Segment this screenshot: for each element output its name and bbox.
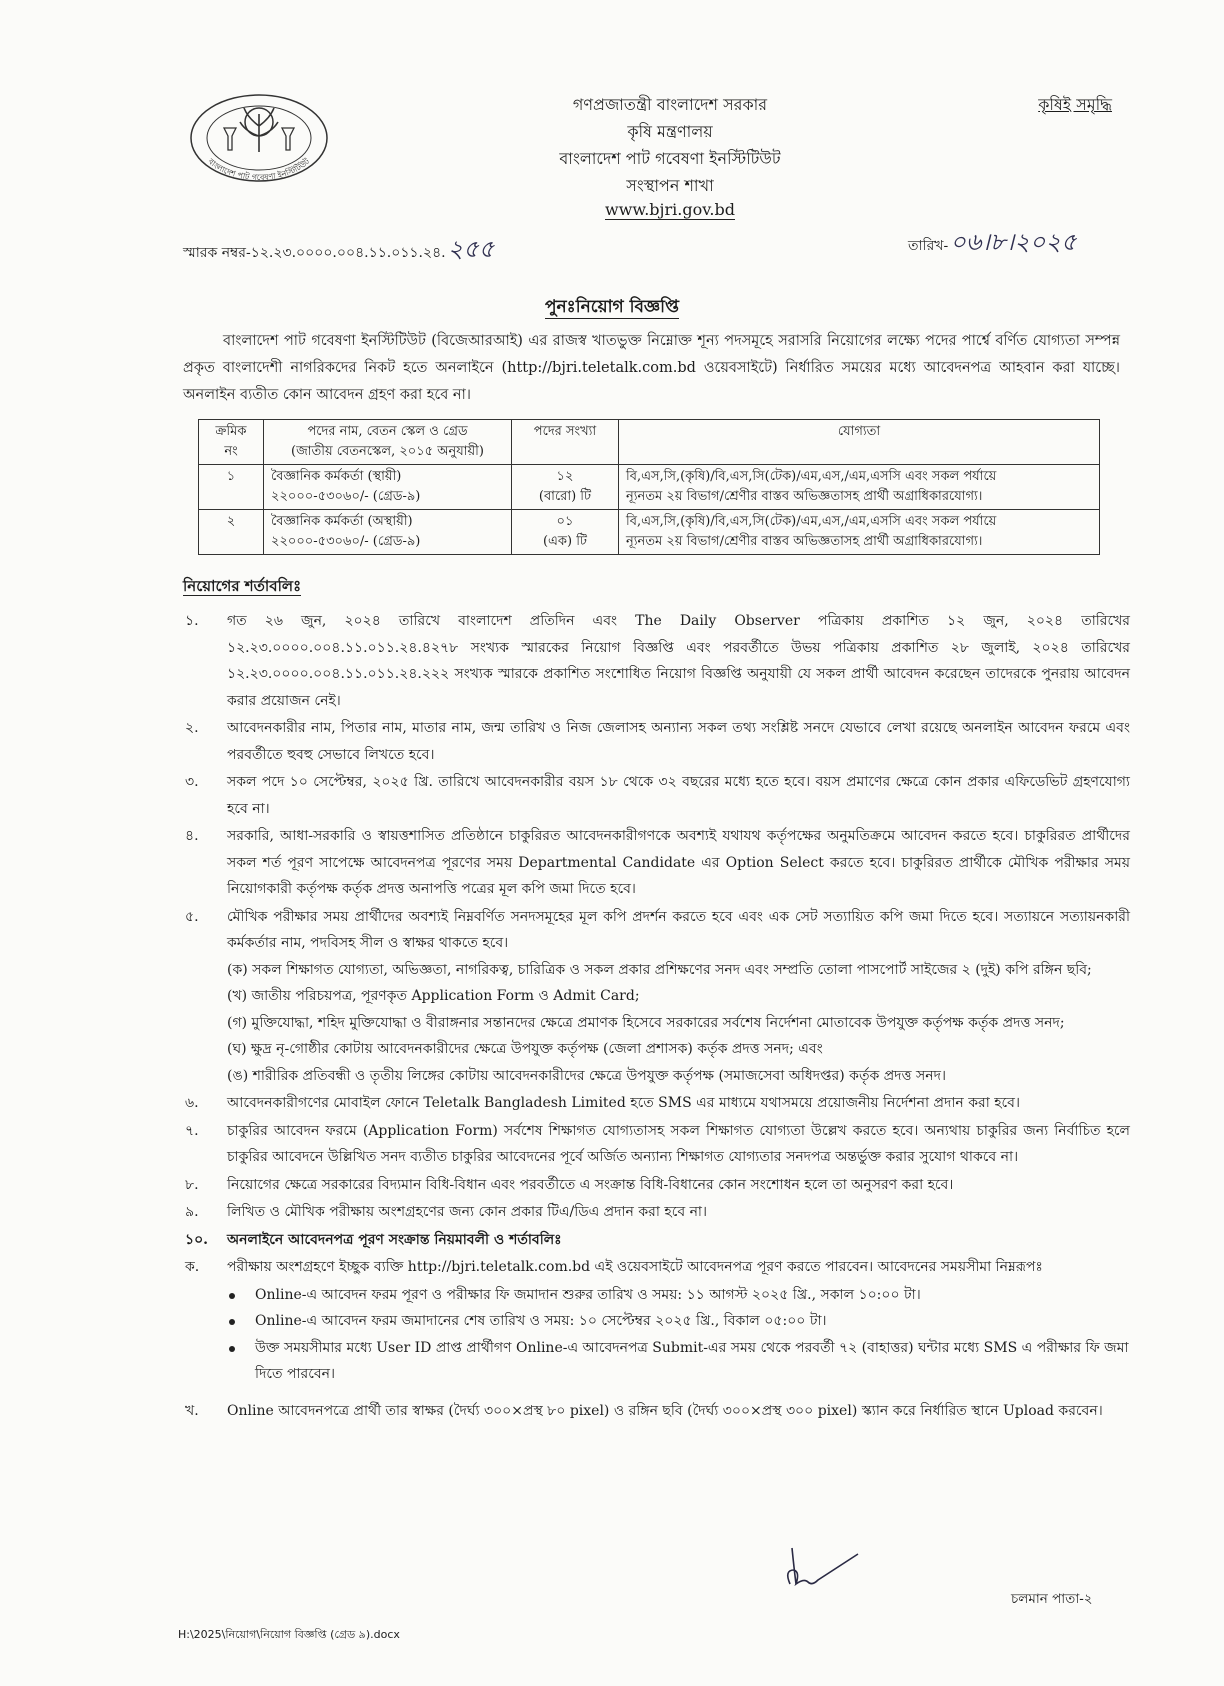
notice-title: পুনঃনিয়োগ বিজ্ঞপ্তি bbox=[544, 297, 680, 317]
continued-page: চলমান পাতা-২ bbox=[1011, 1591, 1093, 1607]
sub-item: (খ) জাতীয় পরিচয়পত্র, পূরণকৃত Application Form ও Admit Card; bbox=[227, 988, 640, 1004]
footer-file-path: H:\2025\নিয়োগ\নিয়োগ বিজ্ঞপ্তি (গ্রেড ৯).docx bbox=[178, 1628, 400, 1641]
list-item: ৩. সকল পদে ১০ সেপ্টেম্বর, ২০২৫ খ্রি. তারিখে আবেদনকারীর বয়স ১৮ থেকে ৩২ বছরের মধ্যে হতে হবে। বয়স প্রমাণের ক্ষেত্রে কোন প্রকার এফিডেভিট গ্রহণযোগ্য হবে না। bbox=[185, 774, 1130, 817]
conditions-list bbox=[185, 608, 1130, 1425]
posts-table bbox=[198, 419, 1100, 555]
table-row: ১ বৈজ্ঞানিক কর্মকর্তা (স্থায়ী) ২২০০০-৫৩০৬০/- (গ্রেড-৯) ১২ (বারো) টি বি,এস,সি,(কৃষি)/বি,এস,সি(টেক)/এম,এস,/এম,এসসি এবং সকল পর্যায়ে ন্যূনতম ২য় বিভাগ/শ্রেণীর বাস্তব অভিজ্ঞতাসহ প্রার্থী অগ্রাধিকারযোগ্য। bbox=[199, 465, 1100, 510]
bullet-item: উক্ত সময়সীমার মধ্যে User ID প্রাপ্ত প্রার্থীগণ Online-এ আবেদনপত্র Submit-এর সময় থেকে পরবর্তী ৭২ (বাহাত্তর) ঘন্টার মধ্যে SMS এ পরীক্ষার ফি জমা দিতে পারবেন। bbox=[221, 1335, 1130, 1388]
ministry-name: কৃষি মন্ত্রণালয় bbox=[627, 122, 713, 141]
signature bbox=[782, 1540, 862, 1590]
govt-name: গণপ্রজাতন্ত্রী বাংলাদেশ সরকার bbox=[572, 95, 768, 114]
bullet-item: Online-এ আবেদন ফরম পূরণ ও পরীক্ষার ফি জমাদান শুরুর তারিখ ও সময়: ১১ আগস্ট ২০২৫ খ্রি., সকাল ১০:০০ টা। bbox=[221, 1282, 1130, 1309]
list-item: ৯. লিখিত ও মৌখিক পরীক্ষায় অংশগ্রহণের জন্য কোন প্রকার টিএ/ডিএ প্রদান করা হবে না। bbox=[185, 1204, 707, 1220]
list-item: ৮. নিয়োগের ক্ষেত্রে সরকারের বিদ্যমান বিধি-বিধান এবং পরবর্তীতে এ সংক্রান্ত বিধি-বিধানের কোন সংশোধন হলে তা অনুসরণ করা হবে। bbox=[185, 1176, 954, 1193]
list-item: ক. পরীক্ষায় অংশগ্রহণে ইচ্ছুক ব্যক্তি http://bjri.teletalk.com.bd এই ওয়েবসাইটে আবেদনপত্র পূরণ করতে পারবেন। আবেদনের সময়সীমা নিম্নরূপঃ bbox=[185, 1259, 1043, 1275]
sub-item: (ঘ) ক্ষুদ্র নৃ-গোষ্ঠীর কোটায় আবেদনকারীদের ক্ষেত্রে উপযুক্ত কর্তৃপক্ষ (জেলা প্রশাসক) কর্তৃক প্রদত্ত সনদ; এবং bbox=[227, 1041, 823, 1057]
motto: কৃষিই সমৃদ্ধি bbox=[1038, 95, 1112, 114]
date: তারিখ-০৬।৮।২০২৫ bbox=[908, 228, 1077, 256]
intro-paragraph: বাংলাদেশ পাট গবেষণা ইনস্টিটিউট (বিজেআরআই) এর রাজস্ব খাতভুক্ত নিম্নোক্ত শূন্য পদসমূহে সরাসরি নিয়োগের লক্ষ্যে পদের পার্শ্বে বর্ণিত যোগ্যতা সম্পন্ন প্রকৃত বাংলাদেশী নাগরিকদের নিকট হতে অনলাইনে (http://bjri.teletalk.com.bd ওয়েবসাইটে) নির্ধারিত সময়ের মধ্যে আবেদনপত্র আহবান করা যাচ্ছে। অনলাইন ব্যতীত কোন আবেদন গ্রহণ করা হবে না। bbox=[183, 333, 1120, 403]
institute-name: বাংলাদেশ পাট গবেষণা ইনস্টিটিউট bbox=[559, 149, 781, 168]
list-item: ২. আবেদনকারীর নাম, পিতার নাম, মাতার নাম, জন্ম তারিখ ও নিজ জেলাসহ অন্যান্য সকল তথ্য সংশ্লিষ্ট সনদে যেভাবে লেখা রয়েছে অনলাইন আবেদন ফরমে এবং পরবর্তীতে হুবহু সেভাবে লিখতে হবে। bbox=[185, 720, 1130, 763]
list-item: ৭. চাকুরির আবেদন ফরমে (Application Form) সর্বশেষ শিক্ষাগত যোগ্যতাসহ সকল শিক্ষাগত যোগ্যতা উল্লেখ করতে হবে। অন্যথায় চাকুরির জন্য নির্বাচিত হলে চাকুরির আবেদনে উল্লিখিত সনদ ব্যতীত চাকুরির আবেদনের পূর্বে অর্জিত অন্যান্য শিক্ষাগত যোগ্যতার সনদপত্র অন্তর্ভুক্ত করার সুযোগ থাকবে না। bbox=[185, 1122, 1130, 1165]
website[interactable]: www.bjri.gov.bd bbox=[605, 200, 735, 219]
list-item: খ. Online আবেদনপত্রে প্রার্থী তার স্বাক্ষর (দৈর্ঘ্য ৩০০×প্রস্থ ৮০ pixel) ও রঙ্গিন ছবি (দৈর্ঘ্য ৩০০×প্রস্থ ৩০০ pixel) স্ক্যান করে নির্ধারিত স্থানে Upload করবেন। bbox=[185, 1402, 1103, 1419]
table-row: ২ বৈজ্ঞানিক কর্মকর্তা (অস্থায়ী) ২২০০০-৫৩০৬০/- (গ্রেড-৯) ০১ (এক) টি বি,এস,সি,(কৃষি)/বি,এস,সি(টেক)/এম,এস,/এম,এসসি এবং সকল পর্যায়ে ন্যূনতম ২য় বিভাগ/শ্রেণীর বাস্তব অভিজ্ঞতাসহ প্রার্থী অগ্রাধিকারযোগ্য। bbox=[199, 510, 1100, 555]
online-heading: ১০. অনলাইনে আবেদনপত্র পূরণ সংক্রান্ত নিয়মাবলী ও শর্তাবলিঃ bbox=[185, 1231, 562, 1248]
svg-text:বাংলাদেশ পাট গবেষণা ইনস্টিটিউট: বাংলাদেশ পাট গবেষণা ইনস্টিটিউট bbox=[206, 156, 312, 183]
table-header-row: ক্রমিক নং পদের নাম, বেতন স্কেল ও গ্রেড (জাতীয় বেতনস্কেল, ২০১৫ অনুযায়ী) পদের সংখ্যা যোগ্যতা bbox=[199, 420, 1100, 465]
conditions-heading: নিয়োগের শর্তাবলিঃ bbox=[183, 577, 302, 595]
list-item: ৪. সরকারি, আধা-সরকারি ও স্বায়ত্তশাসিত প্রতিষ্ঠানে চাকুরিরত আবেদনকারীগণকে অবশ্যই যথাযথ কর্তৃপক্ষের অনুমতিক্রমে আবেদন করতে হবে। চাকুরিরত প্রার্থীদের সকল শর্ত পূরণ সাপেক্ষে আবেদনপত্র পূরণের সময় Departmental Candidate এর Option Select করতে হবে। চাকুরিরত প্রার্থীকে মৌখিক পরীক্ষার সময় নিয়োগকারী কর্তৃপক্ষ কর্তৃক প্রদত্ত অনাপত্তি পত্রের মূল কপি জমা দিতে হবে। bbox=[185, 828, 1130, 897]
list-item: ৬. আবেদনকারীগণের মোবাইল ফোনে Teletalk Bangladesh Limited হতে SMS এর মাধ্যমে যথাসময়ে প্রয়োজনীয় নির্দেশনা প্রদান করা হবে। bbox=[185, 1095, 1020, 1111]
list-item: ৫. মৌখিক পরীক্ষার সময় প্রার্থীদের অবশ্যই নিম্নবর্ণিত সনদসমূহের মূল কপি প্রদর্শন করতে হবে এবং এক সেট সত্যায়িত কপি জমা দিতে হবে। সত্যায়নে সত্যায়নকারী কর্মকর্তার নাম, পদবিসহ সীল ও স্বাক্ষর থাকতে হবে। (ক) সকল শিক্ষাগত যোগ্যতা, অভিজ্ঞতা, নাগরিকত্ব, চারিত্রিক ও সকল প্রকার প্রশিক্ষণের সনদ এবং সম্প্রতি তোলা পাসপোর্ট সাইজের ২ (দুই) কপি রঙ্গিন ছবি; (খ) জাতীয় পরিচয়পত্র, পূরণকৃত Application Form ও Admit Card; (গ) মুক্তিযোদ্ধা, শহিদ মুক্তিযোদ্ধা ও বীরাঙ্গনার সন্তানদের ক্ষেত্রে প্রমাণক হিসেবে সরকারের সর্বশেষ নির্দেশনা মোতাবেক উপযুক্ত কর্তৃপক্ষ কর্তৃক প্রদত্ত সনদ; (ঘ) ক্ষুদ্র নৃ-গোষ্ঠীর কোটায় আবেদনকারীদের ক্ষেত্রে উপযুক্ত কর্তৃপক্ষ (জেলা প্রশাসক) কর্তৃক প্রদত্ত সনদ; এবং (ঙ) শারীরিক প্রতিবন্ধী ও তৃতীয় লিঙ্গের কোটায় আবেদনকারীদের ক্ষেত্রে উপযুক্ত কর্তৃপক্ষ (সমাজসেবা অধিদপ্তর) কর্তৃক প্রদত্ত সনদ। bbox=[185, 904, 1130, 1090]
sub-item: (গ) মুক্তিযোদ্ধা, শহিদ মুক্তিযোদ্ধা ও বীরাঙ্গনার সন্তানদের ক্ষেত্রে প্রমাণক হিসেবে সরকারের সর্বশেষ নির্দেশনা মোতাবেক উপযুক্ত কর্তৃপক্ষ কর্তৃক প্রদত্ত সনদ; bbox=[227, 1014, 1065, 1031]
bullet-item: Online-এ আবেদন ফরম জমাদানের শেষ তারিখ ও সময়: ১০ সেপ্টেম্বর ২০২৫ খ্রি., বিকাল ০৫:০০ টা। bbox=[221, 1308, 1130, 1335]
sub-item: (ক) সকল শিক্ষাগত যোগ্যতা, অভিজ্ঞতা, নাগরিকত্ব, চারিত্রিক ও সকল প্রকার প্রশিক্ষণের সনদ এবং সম্প্রতি তোলা পাসপোর্ট সাইজের ২ (দুই) কপি রঙ্গিন ছবি; bbox=[227, 961, 1092, 978]
sub-item: (ঙ) শারীরিক প্রতিবন্ধী ও তৃতীয় লিঙ্গের কোটায় আবেদনকারীদের ক্ষেত্রে উপযুক্ত কর্তৃপক্ষ (সমাজসেবা অধিদপ্তর) কর্তৃক প্রদত্ত সনদ। bbox=[227, 1067, 946, 1084]
memo-number: স্মারক নম্বর-১২.২৩.০০০০.০০৪.১১.০১১.২৪.২৫৫ bbox=[183, 235, 495, 263]
list-item: ১. গত ২৬ জুন, ২০২৪ তারিখে বাংলাদেশ প্রতিদিন এবং The Daily Observer পত্রিকায় প্রকাশিত ১২ জুন, ২০২৪ তারিখের ১২.২৩.০০০০.০০৪.১১.০১১.২৪.৪২৭৮ সংখ্যক স্মারকের নিয়োগ বিজ্ঞপ্তি এবং পরবর্তীতে উভয় পত্রিকায় প্রকাশিত ২৮ জুলাই, ২০২৪ তারিখের ১২.২৩.০০০০.০০৪.১১.০১১.২৪.২২২ সংখ্যক স্মারকে প্রকাশিত সংশোধিত নিয়োগ বিজ্ঞপ্তি অনুযায়ী যে সকল প্রার্থী আবেদন করেছেন তাদেরকে পুনরায় আবেদন করার প্রয়োজন নেই। bbox=[185, 613, 1130, 709]
bjri-logo bbox=[188, 92, 330, 184]
branch-name: সংস্থাপন শাখা bbox=[626, 176, 714, 195]
